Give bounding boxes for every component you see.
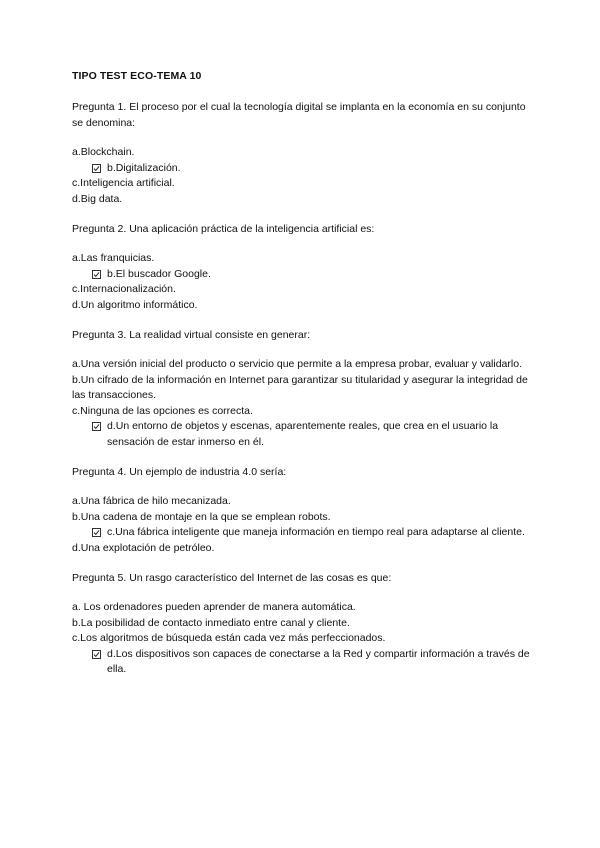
option-text: c.Ninguna de las opciones es correcta. [72, 404, 253, 417]
option-text: d.Big data. [72, 192, 123, 205]
correct-option [72, 161, 532, 177]
checked-checkbox-icon [92, 422, 101, 431]
option-text: a.Una fábrica de hilo mecanizada. [72, 495, 231, 507]
option-list [72, 251, 532, 313]
answer-option [72, 494, 532, 510]
document-page [72, 70, 532, 692]
question-4 [72, 464, 532, 556]
option-text: d.Un algoritmo informático. [72, 298, 198, 311]
checked-checkbox-icon [92, 164, 101, 173]
correct-option [72, 419, 532, 450]
correct-option [72, 525, 532, 541]
question-text: Pregunta 1. El proceso por el cual la tecnología digital se implanta en la economía en su conjunto se denomina: [72, 101, 526, 129]
answer-option [72, 357, 532, 373]
answer-option [72, 192, 532, 208]
answer-option [72, 510, 532, 526]
question-list [72, 99, 532, 678]
answer-option [72, 373, 532, 404]
option-text: d.Un entorno de objetos y escenas, aparentemente reales, que crea en el usuario la sensación de estar inmerso en él. [107, 420, 499, 448]
answer-option [72, 631, 532, 647]
question-5 [72, 570, 532, 678]
question-2 [72, 221, 532, 313]
question-text: Pregunta 2. Una aplicación práctica de la inteligencia artificial es: [72, 223, 375, 235]
answer-option [72, 600, 532, 616]
option-text: d.Una explotación de petróleo. [72, 541, 215, 554]
answer-option [72, 404, 532, 420]
question-text: Pregunta 4. Un ejemplo de industria 4.0 sería: [72, 466, 287, 478]
option-text: c.Una fábrica inteligente que maneja información en tiempo real para adaptarse al cliente. [107, 526, 525, 538]
option-text: b.El buscador Google. [107, 267, 211, 280]
question-text: Pregunta 3. La realidad virtual consiste en generar: [72, 329, 311, 341]
answer-option [72, 176, 532, 192]
question-1 [72, 99, 532, 207]
question-3 [72, 327, 532, 450]
question-text: Pregunta 5. Un rasgo característico del Internet de las cosas es que: [72, 572, 392, 584]
option-list [72, 357, 532, 450]
correct-option [72, 647, 532, 678]
option-text: b.Digitalización. [107, 161, 181, 174]
option-list [72, 600, 532, 678]
option-text: c.Internacionalización. [72, 283, 176, 295]
answer-option [72, 282, 532, 298]
option-text: b.La posibilidad de contacto inmediato entre canal y cliente. [72, 616, 350, 629]
answer-option [72, 541, 532, 557]
answer-option [72, 251, 532, 267]
answer-option [72, 145, 532, 161]
option-text: b.Un cifrado de la información en Internet para garantizar su titularidad y asegurar la integridad de las transacciones. [72, 373, 528, 401]
correct-option [72, 267, 532, 283]
checked-checkbox-icon [92, 270, 101, 279]
answer-option [72, 298, 532, 314]
checked-checkbox-icon [92, 650, 101, 659]
checked-checkbox-icon [92, 528, 101, 537]
document-title: TIPO TEST ECO-TEMA 10 [72, 70, 202, 82]
option-text: a.Las franquicias. [72, 252, 155, 264]
option-text: b.Una cadena de montaje en la que se emplean robots. [72, 510, 331, 523]
option-text: c.Los algoritmos de búsqueda están cada vez más perfeccionados. [72, 632, 386, 644]
option-list [72, 494, 532, 556]
option-text: a.Una versión inicial del producto o servicio que permite a la empresa probar, evaluar y validarlo. [72, 358, 522, 370]
option-text: d.Los dispositivos son capaces de conectarse a la Red y compartir información a través de ella. [107, 647, 530, 675]
option-text: a. Los ordenadores pueden aprender de manera automática. [72, 601, 356, 613]
answer-option [72, 616, 532, 632]
option-text: a.Blockchain. [72, 146, 135, 158]
option-text: c.Inteligencia artificial. [72, 177, 175, 189]
option-list [72, 145, 532, 207]
